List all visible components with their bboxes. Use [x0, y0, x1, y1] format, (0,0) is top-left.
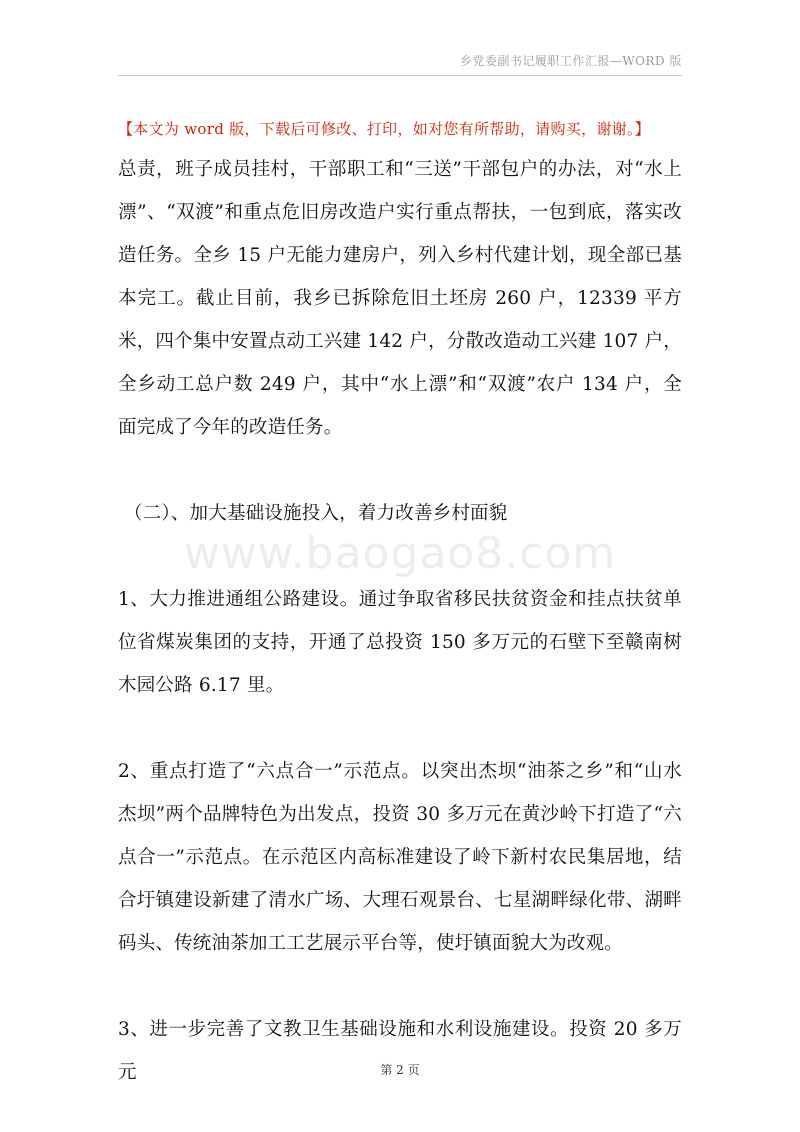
header-divider — [118, 75, 682, 76]
paragraph-facilities: 3、进一步完善了文教卫生基础设施和水利设施建设。投资 20 多万元 — [118, 1019, 682, 1083]
paragraph-housing: 总责，班子成员挂村，干部职工和“三送”干部包户的办法，对“水上漂”、“双渡”和重点危旧房改造户实行重点帮扶，一包到底，落实改造任务。全乡 15 户无能力建房户，列入乡村代建计划，现全部已基本完工。截止目前，我乡已拆除危旧土坯房 260 户，12339 平方米，四个集中安置点动工兴建 142 户，分散改造动工兴建 107 户，全乡动工总户数 249 户，其中“水上漂”和“双渡”农户 134 户，全面完成了今年的改造任务。 — [118, 159, 682, 438]
document-body — [118, 148, 682, 1094]
section-heading: （二）、加大基础设施投入，着力改善乡村面貌 — [124, 503, 508, 524]
running-header: 乡党委副书记履职工作汇报—WORD 版 — [459, 54, 682, 68]
paragraph-demo-site: 2、重点打造了“六点合一”示范点。以突出杰坝“油茶之乡”和“山水杰坝”两个品牌特色为出发点，投资 30 多万元在黄沙岭下打造了“六点合一”示范点。在示范区内高标准建设了岭下新村农民集居地，结合圩镇建设新建了清水广场、大理石观景台、七星湖畔绿化带、湖畔码头、传统油茶加工工艺展示平台等，使圩镇面貌大为改观。 — [118, 761, 682, 954]
watermark: www.baogao8.com — [183, 528, 617, 579]
download-notice: 【本文为 word 版，下载后可修改、打印，如对您有所帮助，请购买，谢谢。】 — [118, 120, 651, 138]
paragraph-road: 1、大力推进通组公路建设。通过争取省移民扶贫资金和挂点扶贫单位省煤炭集团的支持，开通了总投资 150 多万元的石壁下至赣南树木园公路 6.17 里。 — [118, 589, 682, 696]
page-number: 第 2 页 — [380, 1063, 420, 1077]
